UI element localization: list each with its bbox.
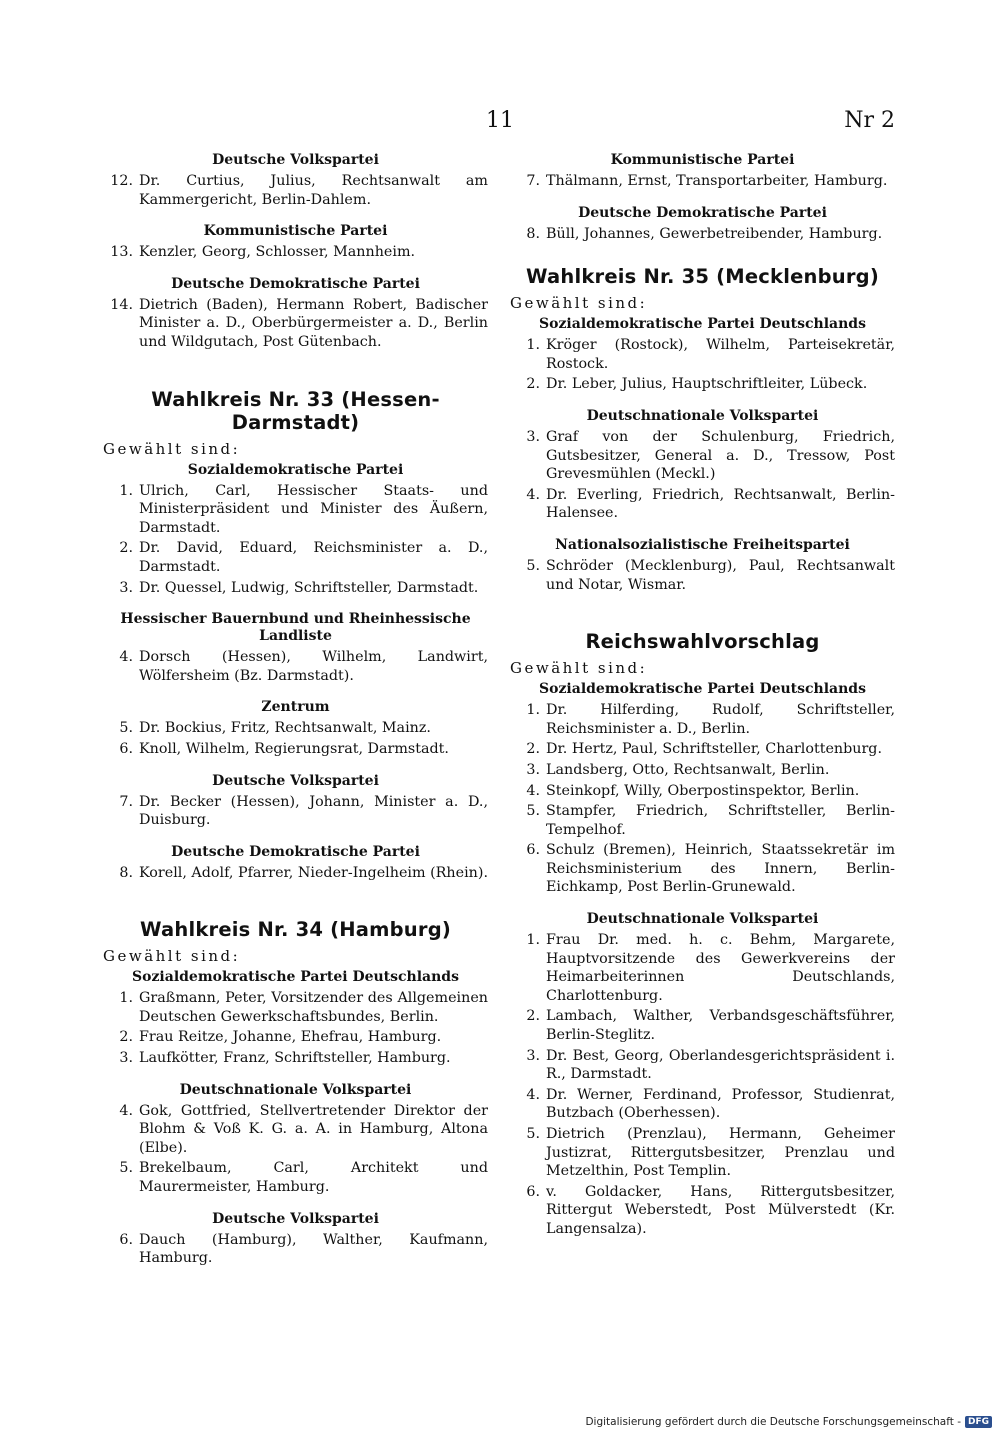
candidate-number: 5. [526, 1126, 540, 1142]
candidate-number: 1. [526, 932, 540, 949]
elected-label: Gewählt sind: [103, 439, 241, 458]
candidate-number: 4. [119, 1102, 133, 1119]
candidate-entry [103, 1049, 488, 1068]
candidate-entry [103, 719, 488, 738]
candidate-text: Gok, Gottfried, Stellvertretender Direktor der Blohm & Voß K. G. a. A. in Hamburg, Altona (Elbe). [139, 1102, 488, 1156]
right-intro-section [510, 152, 895, 243]
wahlkreis-33-heading: Wahlkreis Nr. 33 (Hessen-Darmstadt) [151, 387, 440, 434]
party-heading: Sozialdemokratische Partei Deutschlands [539, 316, 866, 333]
candidate-text: Dr. Everling, Friedrich, Rechtsanwalt, Berlin-Halensee. [546, 486, 895, 522]
wahlkreis-34-list [103, 969, 488, 1268]
candidate-entry [510, 428, 895, 484]
wahlkreis-33-list [103, 462, 488, 883]
candidate-number: 7. [119, 793, 133, 810]
candidate-entry [510, 486, 895, 523]
candidate-text: Landsberg, Otto, Rechtsanwalt, Berlin. [546, 761, 830, 778]
left-column [103, 152, 488, 1270]
party-heading: Kommunistische Partei [203, 223, 388, 240]
candidate-entry [510, 1007, 895, 1044]
candidate-entry [103, 482, 488, 538]
candidate-number: 3. [119, 579, 133, 596]
candidate-number: 1. [119, 990, 133, 1007]
candidate-entry [510, 375, 895, 394]
candidate-text: Dr. Werner, Ferdinand, Professor, Studienrat, Butzbach (Oberhessen). [546, 1086, 895, 1122]
candidate-entry [510, 761, 895, 780]
candidate-number: 1. [119, 482, 133, 499]
candidate-text: Dr. Quessel, Ludwig, Schriftsteller, Darmstadt. [139, 579, 479, 596]
candidate-text: Dr. Curtius, Julius, Rechtsanwalt am Kammergericht, Berlin-Dahlem. [139, 173, 488, 208]
page-number: 11 [486, 108, 514, 133]
candidate-entry [103, 793, 488, 830]
party-heading: Deutsche Volkspartei [212, 772, 379, 789]
candidate-text: Kröger (Rostock), Wilhelm, Parteisekretär, Rostock. [546, 337, 895, 372]
candidate-text: Dr. Hilferding, Rudolf, Schriftsteller, Reichsminister a. D., Berlin. [546, 702, 895, 737]
candidate-number: 5. [119, 1160, 133, 1177]
candidate-number: 4. [119, 649, 133, 666]
candidate-entry [510, 1047, 895, 1084]
right-column [510, 152, 895, 1241]
party-heading: Deutsche Volkspartei [212, 152, 379, 168]
candidate-text: Laufkötter, Franz, Schriftsteller, Hamburg. [139, 1050, 451, 1067]
candidate-number: 3. [526, 428, 540, 445]
candidate-entry [103, 172, 488, 209]
candidate-number: 12. [110, 173, 133, 189]
candidate-entry [103, 579, 488, 598]
candidate-entry [510, 931, 895, 1005]
candidate-text: Frau Dr. med. h. c. Behm, Margarete, Hauptvorsitzende des Gewerkvereins der Heimarbeiterinnen Deutschlands, Charlottenburg. [546, 932, 895, 1004]
candidate-entry [510, 782, 895, 801]
candidate-text: Kenzler, Georg, Schlosser, Mannheim. [139, 244, 416, 261]
candidate-entry [510, 1183, 895, 1239]
party-heading: Sozialdemokratische Partei Deutschlands [539, 681, 866, 698]
candidate-entry [103, 1231, 488, 1268]
candidate-entry [510, 841, 895, 897]
candidate-text: Dr. Hertz, Paul, Schriftsteller, Charlottenburg. [546, 741, 883, 758]
candidate-number: 6. [526, 1183, 540, 1200]
candidate-text: Stampfer, Friedrich, Schriftsteller, Berlin-Tempelhof. [546, 803, 895, 838]
candidate-text: Dauch (Hamburg), Walther, Kaufmann, Hamburg. [139, 1231, 488, 1267]
candidate-text: Ulrich, Carl, Hessischer Staats- und Ministerpräsident und Minister des Äußern, Darmstadt. [139, 482, 488, 536]
elected-label: Gewählt sind: [510, 659, 648, 678]
party-heading: Hessischer Bauernbund und Rheinhessische Landliste [120, 611, 471, 645]
candidate-number: 6. [526, 842, 540, 859]
candidate-text: Frau Reitze, Johanne, Ehefrau, Hamburg. [139, 1029, 442, 1046]
candidate-text: Dietrich (Baden), Hermann Robert, Badischer Minister a. D., Oberbürgermeister a. D., Berlin und Wildgutach, Post Gütenbach. [139, 296, 488, 350]
candidate-entry [510, 802, 895, 839]
candidate-text: Schröder (Mecklenburg), Paul, Rechtsanwalt und Notar, Wismar. [546, 557, 895, 593]
reichswahlvorschlag-list [510, 681, 895, 1238]
candidate-entry [510, 701, 895, 738]
candidate-text: Dr. David, Eduard, Reichsminister a. D., Darmstadt. [139, 540, 488, 575]
candidate-entry [510, 172, 895, 191]
candidate-text: Knoll, Wilhelm, Regierungsrat, Darmstadt. [139, 740, 449, 757]
candidate-number: 3. [526, 761, 540, 778]
left-intro-section [103, 152, 488, 352]
candidate-number: 5. [526, 803, 540, 820]
dfg-logo: DFG [965, 1416, 992, 1428]
candidate-number: 2. [119, 540, 133, 557]
reichswahlvorschlag-heading: Reichswahlvorschlag [585, 630, 820, 654]
candidate-number: 6. [119, 740, 133, 757]
candidate-text: Dr. Becker (Hessen), Johann, Minister a. D., Duisburg. [139, 793, 488, 829]
party-heading: Deutschnationale Volkspartei [179, 1081, 412, 1098]
candidate-entry [510, 1125, 895, 1181]
party-heading: Kommunistische Partei [610, 152, 795, 168]
candidate-text: Dr. Leber, Julius, Hauptschriftleiter, Lübeck. [546, 376, 868, 393]
candidate-number: 1. [526, 702, 540, 719]
candidate-number: 4. [526, 782, 540, 799]
digitization-footer [585, 1416, 992, 1428]
candidate-text: Lambach, Walther, Verbandsgeschäftsführer, Berlin-Steglitz. [546, 1008, 895, 1044]
candidate-entry [103, 989, 488, 1026]
party-heading: Nationalsozialistische Freiheitspartei [555, 536, 850, 553]
candidate-entry [103, 296, 488, 352]
candidate-number: 8. [526, 225, 540, 242]
candidate-number: 8. [119, 864, 133, 881]
candidate-entry [103, 740, 488, 759]
candidate-number: 2. [119, 1029, 133, 1046]
elected-label: Gewählt sind: [103, 947, 241, 966]
candidate-number: 13. [110, 244, 133, 261]
party-heading: Deutschnationale Volkspartei [586, 407, 819, 424]
candidate-number: 1. [526, 337, 540, 354]
candidate-number: 6. [119, 1231, 133, 1248]
candidate-number: 5. [119, 720, 133, 737]
candidate-number: 14. [110, 296, 133, 313]
candidate-entry [103, 1102, 488, 1158]
party-heading: Sozialdemokratische Partei [187, 461, 404, 478]
candidate-entry [510, 557, 895, 594]
wahlkreis-34-heading: Wahlkreis Nr. 34 (Hamburg) [140, 918, 451, 942]
candidate-entry [103, 648, 488, 685]
party-heading: Deutsche Volkspartei [212, 1210, 379, 1227]
issue-number: Nr 2 [844, 108, 895, 133]
candidate-text: Brekelbaum, Carl, Architekt und Maurermeister, Hamburg. [139, 1160, 488, 1196]
candidate-entry [510, 336, 895, 373]
candidate-number: 7. [526, 173, 540, 189]
wahlkreis-35-list [510, 316, 895, 594]
candidate-entry [103, 864, 488, 883]
candidate-text: Dr. Best, Georg, Oberlandesgerichtspräsident i. R., Darmstadt. [546, 1047, 895, 1083]
candidate-text: Steinkopf, Willy, Oberpostinspektor, Berlin. [546, 782, 860, 799]
party-heading: Deutsche Demokratische Partei [171, 843, 420, 860]
candidate-text: Dietrich (Prenzlau), Hermann, Geheimer Justizrat, Rittergutsbesitzer, Prenzlau und Metzelthin, Post Templin. [546, 1126, 895, 1180]
candidate-entry [103, 243, 488, 262]
elected-label: Gewählt sind: [510, 294, 648, 313]
candidate-entry [510, 740, 895, 759]
candidate-entry [103, 1028, 488, 1047]
candidate-text: Dr. Bockius, Fritz, Rechtsanwalt, Mainz. [139, 720, 431, 737]
candidate-text: Thälmann, Ernst, Transportarbeiter, Hamburg. [546, 173, 888, 189]
candidate-number: 5. [526, 557, 540, 574]
candidate-entry [510, 1086, 895, 1123]
party-heading: Deutschnationale Volkspartei [586, 911, 819, 928]
wahlkreis-35-heading: Wahlkreis Nr. 35 (Mecklenburg) [526, 265, 879, 289]
candidate-number: 2. [526, 1008, 540, 1025]
party-heading: Deutsche Demokratische Partei [171, 275, 420, 292]
candidate-entry [103, 539, 488, 576]
candidate-text: v. Goldacker, Hans, Rittergutsbesitzer, Rittergut Weberstedt, Post Mülverstedt (Kr. Langensalza). [546, 1183, 895, 1237]
candidate-text: Dorsch (Hessen), Wilhelm, Landwirt, Wölfersheim (Bz. Darmstadt). [139, 649, 488, 684]
candidate-text: Graßmann, Peter, Vorsitzender des Allgemeinen Deutschen Gewerkschaftsbundes, Berlin. [139, 990, 488, 1025]
footer-text: Digitalisierung gefördert durch die Deutsche Forschungsgemeinschaft - [585, 1416, 961, 1428]
party-heading: Sozialdemokratische Partei Deutschlands [132, 969, 459, 986]
candidate-entry [103, 1159, 488, 1196]
candidate-number: 3. [119, 1050, 133, 1067]
party-heading: Zentrum [261, 699, 330, 716]
candidate-number: 4. [526, 486, 540, 503]
candidate-number: 2. [526, 741, 540, 758]
candidate-text: Graf von der Schulenburg, Friedrich, Gutsbesitzer, General a. D., Tressow, Post Grevesmühlen (Meckl.) [546, 428, 895, 483]
candidate-text: Schulz (Bremen), Heinrich, Staatssekretär im Reichsministerium des Innern, Berlin-Eichkamp, Post Berlin-Grunewald. [546, 842, 895, 896]
party-heading: Deutsche Demokratische Partei [578, 204, 827, 221]
candidate-number: 4. [526, 1086, 540, 1103]
candidate-text: Korell, Adolf, Pfarrer, Nieder-Ingelheim (Rhein). [139, 864, 488, 881]
candidate-entry [510, 225, 895, 244]
candidate-text: Büll, Johannes, Gewerbetreibender, Hamburg. [546, 225, 883, 242]
candidate-number: 3. [526, 1047, 540, 1064]
candidate-number: 2. [526, 376, 540, 393]
